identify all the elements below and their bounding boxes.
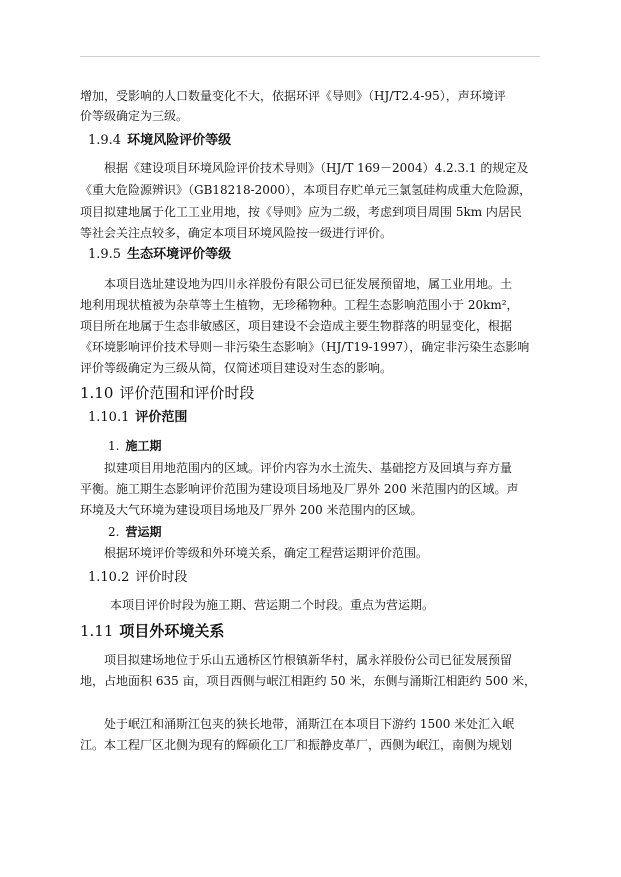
paragraph-line: 项目拟建地属于化工工业用地，按《导则》应为二级，考虑到项目周围 5km 内居民 <box>80 205 522 219</box>
section-heading-1-10-1 <box>88 409 187 427</box>
section-title: 评价范围和评价时段 <box>119 384 255 402</box>
list-number: 1. <box>108 439 120 453</box>
paragraph-line: 《重大危险源辨识》（GB18218-2000），本项目存贮单元三氯氢硅构成重大危险源， <box>80 183 532 197</box>
list-item-construction <box>108 438 161 454</box>
paragraph-line: 地利用现状植被为杂草等土生植物，无珍稀物种。工程生态影响范围小于 20km²， <box>80 298 519 312</box>
section-heading-1-11 <box>80 621 224 641</box>
paragraph-line: 《环境影响评价技术导则－非污染生态影响》（HJ/T19-1997），确定非污染生态影响 <box>80 340 530 354</box>
list-number: 2. <box>108 525 120 539</box>
paragraph-line: 价等级确定为三级。 <box>80 109 189 123</box>
paragraph-line: 本项目评价时段为施工期、营运期二个时段。重点为营运期。 <box>110 598 435 612</box>
section-number: 1.10.1 <box>88 410 130 425</box>
paragraph-line: 拟建项目用地范围内的区域。评价内容为水土流失、基础挖方及回填与弃方量 <box>104 461 513 475</box>
section-number: 1.10 <box>80 384 114 402</box>
section-title: 评价时段 <box>135 570 188 585</box>
paragraph-line: 根据《建设项目环境风险评价技术导则》（HJ/T 169－2004）4.2.3.1 的规定及 <box>104 161 529 175</box>
section-heading-1-9-5 <box>88 246 231 264</box>
section-title: 生态环境评价等级 <box>127 247 232 262</box>
paragraph-line: 等社会关注点较多，确定本项目环境风险按一级进行评价。 <box>80 226 393 240</box>
paragraph-line: 评价等级确定为三级从简，仅简述项目建设对生态的影响。 <box>80 361 393 375</box>
section-heading-1-9-4 <box>88 132 231 150</box>
list-item-operation <box>108 524 161 540</box>
section-number: 1.9.4 <box>88 133 122 148</box>
section-title: 评价范围 <box>135 410 188 425</box>
section-number: 1.9.5 <box>88 247 122 262</box>
list-title: 施工期 <box>125 439 162 453</box>
paragraph-line: 项目拟建场地位于乐山五通桥区竹根镇新华村，属永祥股份公司已征发展预留 <box>104 653 513 667</box>
paragraph-line: 环境及大气环境为建设项目场地及厂界外 200 米范围内的区域。 <box>80 503 423 517</box>
paragraph-line: 处于岷江和涌斯江包夹的狭长地带，涌斯江在本项目下游约 1500 米处汇入岷 <box>104 717 515 731</box>
section-number: 1.10.2 <box>88 570 130 585</box>
section-heading-1-10-2 <box>88 569 187 587</box>
section-title: 项目外环境关系 <box>119 622 225 640</box>
paragraph-line: 项目所在地属于生态非敏感区，项目建设不会造成主要生物群落的明显变化，根据 <box>80 319 513 333</box>
paragraph-line: 本项目选址建设地为四川永祥股份有限公司已征发展预留地，属工业用地。土 <box>104 277 513 291</box>
list-title: 营运期 <box>125 525 162 539</box>
section-number: 1.11 <box>80 622 114 640</box>
paragraph-line: 平衡。施工期生态影响评价范围为建设项目场地及厂界外 200 米范围内的区域。声 <box>80 482 519 496</box>
section-heading-1-10 <box>80 383 254 403</box>
section-title: 环境风险评价等级 <box>127 133 232 148</box>
paragraph-line: 增加，受影响的人口数量变化不大，依据环评《导则》（HJ/T2.4-95），声环境评 <box>80 89 506 103</box>
paragraph-line: 根据环境评价等级和外环境关系，确定工程营运期评价范围。 <box>104 546 429 560</box>
paragraph-line: 江。本工程厂区北侧为现有的辉硕化工厂和振静皮革厂，西侧为岷江，南侧为规划 <box>80 738 513 752</box>
paragraph-line: 地，占地面积 635 亩，项目西侧与岷江相距约 50 米，东侧与涌斯江相距约 500 米， <box>80 674 536 688</box>
header-rule <box>80 56 540 57</box>
